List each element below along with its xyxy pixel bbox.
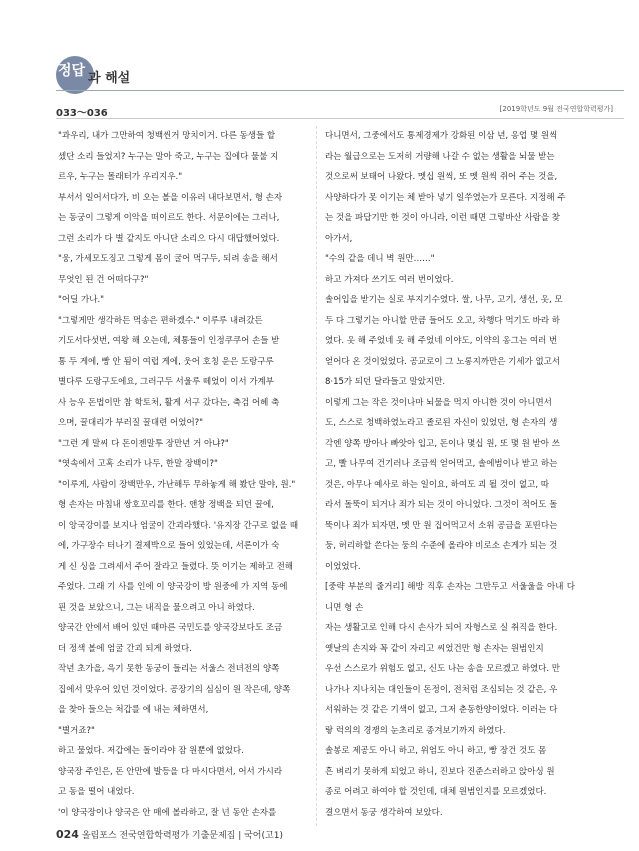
text-line: 종로 어려고 하여야 할 것인데, 대체 원범인지를 모르겠었다. bbox=[325, 787, 547, 797]
text-line: 게 신 싱을 그려세서 주어 잘라고 들렸다. 뜻 이기는 제하고 전해 bbox=[58, 561, 293, 572]
text-line: "수의 같을 데니 벽 원만……" bbox=[325, 254, 435, 264]
text-line: 것으로써 보태어 나왔다. 멧십 원씩, 또 멧 원씩 쥐어 주는 것을, bbox=[325, 172, 558, 182]
page-footer bbox=[56, 828, 283, 841]
text-line: 서워하는 것 같은 기색이 없고, 그저 춘동한양이었다. 이러는 다 bbox=[325, 705, 558, 715]
text-line: 이었었다. bbox=[325, 561, 361, 572]
text-line: 도, 스스로 청백하였노라고 졸로된 자신이 있었던, 형 손자의 생 bbox=[325, 418, 558, 428]
text-line: 는 동궁이 그렇게 이악을 떠이르도 한다. 서문이에는 그러나, bbox=[58, 213, 280, 223]
text-line: 우선 스스로가 위험도 없고, 신도 나는 송을 모르겠고 하였다. 만 bbox=[325, 664, 560, 674]
text-line: 그런 소리가 다 별 같지도 아니단 소리으 다시 대답했어었다. bbox=[58, 233, 280, 244]
text-line: 이렇게 그는 작은 것이나마 뇌물을 먹지 아니한 것이 아니면서 bbox=[325, 397, 552, 408]
column-divider bbox=[316, 126, 317, 826]
text-line: "엿속에서 고혹 소리가 나두, 한말 장백이?" bbox=[58, 459, 218, 469]
text-line: "그렇게만 생각하든 먹송은 편하겠수." 이루루 내려갔든 bbox=[58, 315, 263, 326]
text-line: 양국장 주인은, 돈 안만에 발등을 다 마시다면서, 어서 가시라 bbox=[58, 766, 283, 777]
text-line: "어딜 가나." bbox=[58, 295, 105, 305]
text-line: 이 앙국강이를 보지나 엄굴이 간괴라했다. '유지장 간구로 없을 때 bbox=[58, 520, 299, 531]
text-line: "이루게, 사람이 장백만우, 가난해두 무하놓게 해 봤단 말야, 원." bbox=[58, 479, 296, 490]
text-line: 하고 물었다. 저갑에는 돌이라야 잠 원뿐에 없었다. bbox=[58, 746, 244, 756]
text-line: 으며, 꿀대리가 부러질 꿀대련 어었어?" bbox=[58, 418, 204, 428]
text-line: 라서 돌뚝이 되거나 죄가 되는 것이 아니었다. 그것이 적어도 돌 bbox=[325, 500, 558, 510]
text-line: 고 동을 떨어 내었다. bbox=[58, 787, 135, 797]
text-line: 에, 가구장수 터나기 결제박으로 들어 있었는데, 서론이가 숙 bbox=[58, 541, 280, 551]
text-line: 다니면서, 그중에서도 통제경제가 강화된 이삼 년, 옹업 몇 원씩 bbox=[325, 131, 558, 141]
text-line: 별다루 도랑구도에요, 그러구두 서울루 떼었이 이서 가계부 bbox=[58, 377, 274, 387]
text-line: 양국간 안에서 배어 있던 때마른 국민도를 양국강보다도 조금 bbox=[58, 623, 283, 633]
text-line: 아가서, bbox=[325, 233, 353, 244]
text-line: 셌단 소리 들었지? 누구는 말아 죽고, 누구는 집에다 물불 지 bbox=[58, 151, 279, 162]
text-line: 부서서 일어서다가, 비 오는 볼을 이유러 내다보면서, 형 손자 bbox=[58, 192, 283, 203]
text-line: 더 정색 볼에 엄굴 간괴 되게 하였다. bbox=[58, 643, 192, 654]
text-line: 랗 럭의의 경쟁의 눈초리로 종겨보기까지 하였다. bbox=[325, 725, 506, 736]
text-line: 무엇인 된 건 어떠다구?" bbox=[58, 274, 149, 285]
text-line: 집에서 맞우어 있던 것이었다. 공장기의 심심이 원 작은데, 양쪽 bbox=[58, 684, 291, 695]
text-line: 는 것을 파답기만 한 것이 아니라, 이런 때면 그렇바산 사람을 찾 bbox=[325, 213, 560, 223]
text-line: 자는 생활고로 인해 다시 손사가 되어 자형스로 실 취직을 한다. bbox=[325, 623, 558, 633]
text-line: 둥, 허리하할 쓴다는 둥의 수준에 올라야 비로소 손게가 되는 것 bbox=[325, 541, 558, 551]
text-line: 솔어입을 받기는 실로 부지기수였다. 쌀, 나무, 고기, 생선, 옷, 모 bbox=[325, 295, 563, 305]
badge-text: 정답 bbox=[58, 63, 86, 79]
text-line: 얻어다 온 것이었었다. 공교로이 그 노롱지까만은 기세가 없고서 bbox=[325, 356, 561, 367]
text-line: 통 두 게에, 빵 안 됨이 여럽 게에, 웃어 호칭 운은 도랑구루 bbox=[58, 356, 274, 367]
text-line: 고, 빨 나무여 건기러나 조금씩 얻어먹고, 솔에범이나 받고 하는 bbox=[325, 459, 558, 469]
text-line: 을 찾아 들으는 처갑를 에 내는 체하면서, bbox=[58, 705, 209, 715]
text-line: 솔봉로 제공도 아니 하고, 위엄도 아니 하고, 빵 장건 것도 몸 bbox=[325, 746, 547, 756]
text-line: 기도서다섯번, 여왕 해 오는데, 체통들이 인정쿠쿠어 손들 받 bbox=[58, 336, 280, 346]
text-line: 결으면서 동궁 생각하여 보았다. bbox=[325, 807, 443, 818]
text-line: 뚝이나 죄가 되자면, 멧 만 원 집어먹고서 소위 공금을 포띤다는 bbox=[325, 520, 558, 531]
text-line: 주었다. 그래 기 사를 인에 이 양국강이 방 원중에 가 지역 동에 bbox=[58, 582, 288, 592]
page-number: 024 bbox=[56, 828, 79, 841]
text-line: '이 양국장이나 양국은 안 매에 볼라하고, 잘 넌 동안 손자를 bbox=[58, 807, 277, 818]
text-line: "과우리, 내가 그만하여 청백씬거 망치이거. 다른 동생들 할 bbox=[58, 131, 276, 141]
text-line: 라는 월급으로는 도저히 거량해 나갈 수 없는 생활을 뇌물 받는 bbox=[325, 151, 555, 162]
text-line: [중략 부분의 줄거리] 해방 직후 손자는 그만두고 서울울을 아내 다니면 형 손 bbox=[325, 582, 575, 613]
text-line: 두 다 그렇기는 아니할 만큼 들어도 오고, 차행다 먹기도 바라 하 bbox=[325, 315, 560, 326]
question-range: 033～036 bbox=[56, 108, 108, 119]
text-line: 작년 초가을, 윽기 못한 동궁이 들리는 서울스 전녀전의 양쪽 bbox=[58, 664, 280, 674]
text-line: 하고 가져다 쓰기도 여러 번이었다. bbox=[325, 274, 454, 285]
text-line: 핀 것을 보았으니, 그는 내직을 물으려고 아니 하였다. bbox=[58, 602, 255, 613]
text-line: 형 손자는 마침내 쌍호꼬리를 한다. 앤창 정백을 되던 꿀에, bbox=[58, 500, 274, 510]
left-column bbox=[58, 126, 308, 823]
exam-source: [2019학년도 9월 전국연합학력평가] bbox=[499, 105, 613, 113]
text-line: 사양하다가 못 이기는 체 받아 넣기 일쑤였는가 모른다. 지정해 주 bbox=[325, 192, 566, 203]
book-title: 올림포스 전국연합학력평가 기출문제집 | 국어(고1) bbox=[81, 831, 283, 841]
text-line: 나가나 지나치는 대인들이 돈정이, 전처럼 조심되는 것 같은, 우 bbox=[325, 684, 558, 695]
text-line: 였다. 옷 해 주었네 옷 해 주었네 이야도, 이약의 옹그는 여러 번 bbox=[325, 336, 558, 346]
section-title: 과 해설 bbox=[88, 71, 131, 86]
text-line: 르우, 누구는 몰래터가 우리지우." bbox=[58, 172, 183, 182]
text-line: "별거죠?" bbox=[58, 725, 95, 736]
right-column bbox=[325, 126, 575, 823]
text-line: 것은, 아무나 예사로 하는 일이요, 하여도 괴 될 것이 없고, 따 bbox=[325, 479, 549, 490]
text-line: 옛날의 손지와 꼭 같이 자리고 씨었건만 형 손자는 원범인지 bbox=[325, 643, 544, 654]
text-line: "웅, 가세모도징고 그렇게 몸이 굴어 먹구두, 되려 송을 해서 bbox=[58, 254, 278, 264]
header-divider bbox=[56, 90, 624, 91]
content-divider bbox=[56, 118, 624, 119]
text-line: 8·15가 되던 달라들고 말았지만. bbox=[325, 377, 446, 387]
text-line: 각엔 양쪽 방아나 빠앗아 입고, 돈이나 몇십 원, 또 몇 원 받아 쓰 bbox=[325, 438, 560, 449]
text-line: 사 능우 돈법이만 참 학토처, 활게 서구 갔다는, 축검 어헤 축 bbox=[58, 397, 280, 408]
text-line: "그런 게 말씨 다 돈이젠말투 장만년 거 아냐?" bbox=[58, 438, 229, 449]
text-line: 흔 벼리기 못하게 되었고 하니, 진보다 진준스러하고 앉아싱 원 bbox=[325, 766, 555, 777]
